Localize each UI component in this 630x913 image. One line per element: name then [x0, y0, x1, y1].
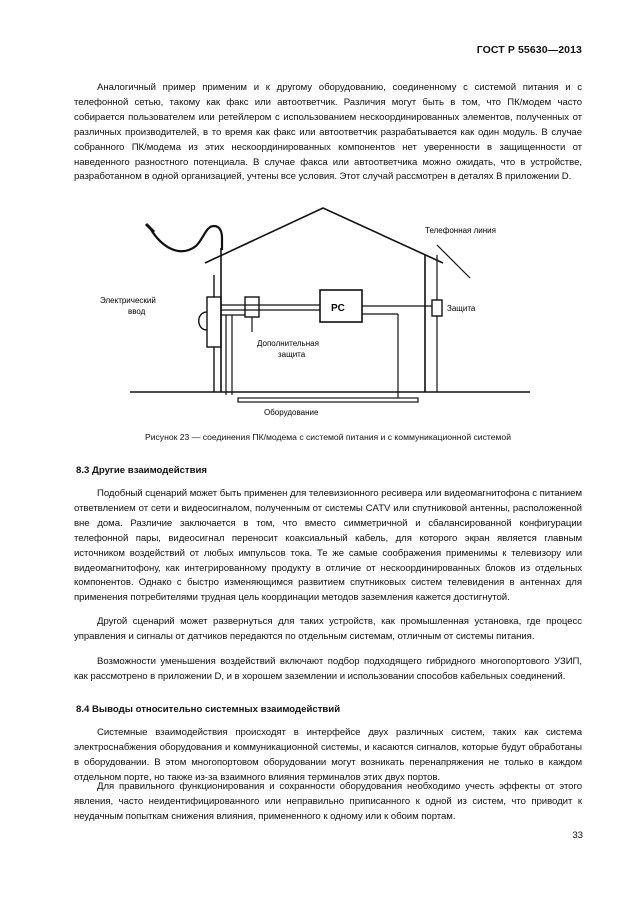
additional-protection-label-2: защита — [278, 350, 306, 359]
protection-label: Защита — [447, 304, 476, 313]
figure-caption: Рисунок 23 — соединения ПК/модема с системой питания и с коммуникационной системой — [144, 432, 512, 442]
additional-protection-box — [245, 297, 259, 317]
house-roof — [205, 208, 443, 263]
electric-input-label: Электрический — [100, 296, 156, 305]
document-header: ГОСТ Р 55630—2013 — [476, 44, 582, 56]
additional-protection-label: Дополнительная — [257, 339, 319, 348]
section-8-4-title: 8.4 Выводы относительно системных взаимодействий — [76, 704, 341, 715]
pc-label: PC — [331, 303, 345, 314]
electric-input-label-2: ввод — [128, 307, 146, 316]
equipment-label: Оборудование — [264, 408, 319, 417]
section-8-3-paragraph-3: Возможности уменьшения воздействий включают подбор подходящего гибридного многопортового УЗИП, как рассмотрено в приложении D, и в хорошем заземлении и использовании способов кабельных соединений. — [74, 656, 582, 682]
phone-line — [437, 245, 470, 278]
section-8-4-paragraph-2: Для правильного функционирования и сохранности оборудования необходимо учесть эффекты от этого явления, часто неидентифицированного или неправильно приписанного к одной из систем, что приводит к неудачным попыткам снижения влияния, примененного к одному или к обоим портам. — [74, 781, 582, 822]
section-8-3-title: 8.3 Другие взаимодействия — [76, 465, 208, 476]
intro-paragraph: Аналогичный пример применим и к другому оборудованию, соединенному с системой питания и с телефонной сетью, такому как факс или автоответчик. Различия могут быть в том, что ПК/модем часто собирается пользователем или ретейлером с использованием нескоординированных элементов, полученных от различных производителей, в то время как факс или автоответчик разрабатывается как один модуль. В случае собранного ПК/модема из этих нескоординированных компонентов нет уверенности в защищенности от наведенного разностного потенциала. В случае факса или автоответчика можно ожидать, что в устройстве, разработанном в одной организацией, учтены все условия. Этот случай рассмотрен в деталях В приложении D. — [74, 82, 582, 183]
page-number: 33 — [572, 830, 583, 841]
section-8-4-paragraph-1: Системные взаимодействия происходят в интерфейсе двух различных систем, таких как система электроснабжения оборудования и коммуникационной системы, и касаются сигналов, которые будут обработаны в оборудовании. В этом многопортовом оборудовании могут возникать перенапряжения не только в каждом отдельном порте, но также из-за взаимного влияния терминалов этих двух портов. — [74, 727, 582, 783]
section-8-3-paragraph-2: Другой сценарий может развернуться для таких устройств, как промышленная установка, где процесс управления и сигналы от датчиков передаются по отдельным системам, отличным от системы питания. — [74, 616, 582, 642]
electric-input-box — [207, 297, 221, 347]
protection-box — [432, 300, 442, 316]
phone-line-label: Телефонная линия — [425, 226, 496, 235]
equipment-bar — [238, 398, 418, 402]
section-8-3-paragraph-1: Подобный сценарий может быть применен для телевизионного ресивера или видеомагнитофона с питанием ответвлением от сети и видеосигналом, полученным от системы CATV или спутниковой антенны, расположенной вне дома. Различие заключается в том, что вместо симметричной и сбалансированной конфигурации телефонной пары, видеосигнал переносит коаксиальный кабель, для которого экран является главным источником воздействий от любых импульсов тока. Те же самые соображения применимы к телевизору или видеомагнитофону, как интегрированному продукту в отличие от нескоординированных блоков из отдельных компонентов. Однако с быстро изменяющимся развитием спутниковых систем телевидения в антеннах для применения потребителями трудная цель координации методов заземления кажется достигнутой. — [74, 488, 582, 604]
power-cable — [150, 226, 222, 251]
